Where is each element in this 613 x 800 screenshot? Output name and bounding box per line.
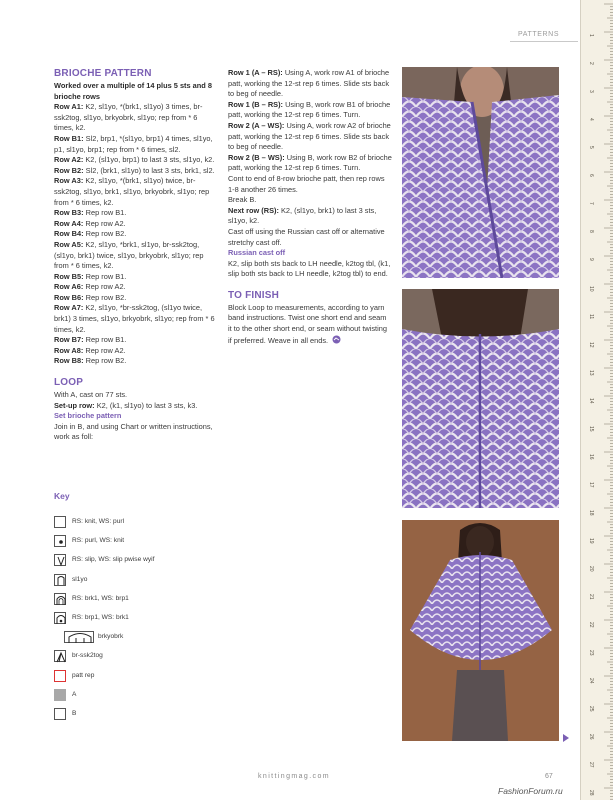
brioche-row xyxy=(54,356,219,367)
set-brioche-text: Join in B, and using Chart or written instructions, work as foll: xyxy=(54,421,213,442)
photo-shawl-front xyxy=(402,67,559,278)
loop-row-label: Row 2 (B – WS): xyxy=(228,152,285,162)
ruler-label: 25 xyxy=(588,706,594,712)
white-square-icon xyxy=(54,708,66,720)
cast-off-text: Cast off using the Russian cast off or alternative stretchy cast off. xyxy=(228,226,385,247)
key-title: Key xyxy=(54,491,70,501)
ruler-label: 8 xyxy=(588,230,594,233)
grey-square-icon xyxy=(54,689,66,701)
triple-arch-wide-icon xyxy=(64,631,94,643)
photo-shawl-front-image xyxy=(402,67,559,278)
loop-row xyxy=(228,153,392,174)
setup-row-text: K2, (k1, sl1yo) to last 3 sts, k3. xyxy=(96,400,198,410)
ruler-label: 1 xyxy=(588,34,594,37)
key-item-label: A xyxy=(72,690,77,698)
chart-key xyxy=(54,516,224,727)
brioche-row-label: Row A8: xyxy=(54,345,84,355)
brioche-row-label: Row B3: xyxy=(54,208,84,218)
brioche-row-label: Row A2: xyxy=(54,155,84,165)
key-item xyxy=(54,650,224,669)
to-finish-text xyxy=(228,303,392,346)
next-row-label: Next row (RS): xyxy=(228,205,279,215)
ruler-label: 12 xyxy=(588,342,594,348)
brioche-rows xyxy=(54,102,219,367)
brioche-row-text: Rep row B1. xyxy=(85,335,127,345)
next-row xyxy=(228,206,392,227)
red-square-icon xyxy=(54,670,66,682)
brioche-row-text: Rep row B2. xyxy=(85,229,127,239)
ruler-label: 26 xyxy=(588,734,594,740)
loop-rows xyxy=(228,68,392,174)
key-item xyxy=(54,670,224,689)
ruler-label: 9 xyxy=(588,258,594,261)
brioche-row xyxy=(54,346,219,357)
ruler-label: 13 xyxy=(588,370,594,376)
pattern-column-left xyxy=(54,68,219,443)
set-brioche-title: Set brioche pattern xyxy=(54,411,122,421)
brioche-row xyxy=(54,272,219,283)
brioche-row-text: Sl2, brp1, *(sl1yo, brp1) 4 times, sl1yo, p1, sl1yo, brp1; rep from * 6 times, sl2. xyxy=(54,133,213,154)
ruler-label: 2 xyxy=(588,62,594,65)
loop-row xyxy=(228,121,392,153)
brioche-row-label: Row B1: xyxy=(54,133,84,143)
to-finish-body: Block Loop to measurements, according to yarn band instructions. Twist one short end and seam it to the other short end, or seam without twisting if preferred. Weave in all ends. xyxy=(228,302,387,345)
key-item xyxy=(54,574,224,593)
brioche-row-text: Sl2, (brk1, sl1yo) to last 3 sts, brk1, sl2. xyxy=(85,165,215,175)
ruler-label: 17 xyxy=(588,482,594,488)
footer-url: knittingmag.com xyxy=(258,773,330,780)
loop-cast-on: With A, cast on 77 sts. xyxy=(54,390,128,400)
brioche-row-label: Row A6: xyxy=(54,282,84,292)
key-item-label: br-ssk2tog xyxy=(72,652,103,660)
brioche-row xyxy=(54,293,219,304)
brioche-row-text: Rep row B2. xyxy=(85,292,127,302)
ruler-label: 18 xyxy=(588,510,594,516)
watermark: FashionForum.ru xyxy=(498,786,563,796)
loop-row-label: Row 1 (B – RS): xyxy=(228,99,284,109)
break-text: Break B. xyxy=(228,195,257,205)
loop-row-text: Using A, work row A1 of brioche patt, working the 12-st rep 6 times. Slide sts back to beg of needle. xyxy=(228,68,390,99)
loop-row-label: Row 2 (A – WS): xyxy=(228,120,285,130)
brioche-row-label: Row A5: xyxy=(54,239,84,249)
arch-dot-square-icon xyxy=(54,612,66,624)
key-item-label: brkyobrk xyxy=(98,633,124,641)
ruler-label: 14 xyxy=(588,398,594,404)
ruler-label: 20 xyxy=(588,566,594,572)
v-square-icon xyxy=(54,554,66,566)
brioche-row-label: Row A3: xyxy=(54,176,84,186)
ruler-label: 15 xyxy=(588,426,594,432)
ruler-label: 6 xyxy=(588,174,594,177)
ruler-label: 23 xyxy=(588,650,594,656)
brioche-row-text: K2, sl1yo, *brk1, sl1yo, br-ssk2tog, (sl1yo, brk1) twice, sl1yo, brkyobrk, sl1yo; rep from * 6 times, k2. xyxy=(54,239,204,271)
loop-row xyxy=(228,100,392,121)
to-finish-title: TO FINISH xyxy=(228,289,280,301)
ruler-label: 19 xyxy=(588,538,594,544)
brioche-row xyxy=(54,102,219,134)
brioche-row-label: Row B4: xyxy=(54,229,84,239)
brioche-row-text: Rep row A2. xyxy=(85,218,126,228)
key-item xyxy=(54,612,224,631)
photo-shawl-back xyxy=(402,289,559,508)
key-item xyxy=(54,554,224,573)
brioche-row xyxy=(54,240,219,272)
brioche-row-label: Row B6: xyxy=(54,292,84,302)
ruler-label: 10 xyxy=(588,286,594,292)
brioche-row-text: Rep row B1. xyxy=(85,208,127,218)
pattern-column-right xyxy=(228,68,392,346)
key-item-label: RS: knit, WS: purl xyxy=(72,518,125,525)
photo-shawl-back-image xyxy=(402,289,559,508)
key-item-label: RS: brk1, WS: brp1 xyxy=(72,594,129,602)
measurement-ruler xyxy=(580,0,613,800)
key-item-label: B xyxy=(72,709,77,717)
brioche-row-text: K2, sl1yo, *(brk1, sl1yo) 3 times, br-ssk2tog, sl1yo, brkyobrk, sl1yo; rep from * 6 times, k2. xyxy=(54,102,203,133)
brioche-row-text: K2, sl1yo, *(brk1, sl1yo) twice, br-ssk2tog, sl1yo, brk1, sl1yo, brkyobrk, sl1yo; rep from * 6 times, k2. xyxy=(54,176,210,207)
loop-row-text: Using A, work row A2 of brioche patt, working the 12-st rep 6 times. Slide sts back to beg of needle. xyxy=(228,120,391,152)
n-square-icon xyxy=(54,574,66,586)
end-mark-icon xyxy=(332,335,341,344)
page-number: 67 xyxy=(545,773,553,780)
ruler-label: 3 xyxy=(588,90,594,93)
loop-row-text: Using B, work row B2 of brioche patt, working the 12-st rep 6 times. Turn. xyxy=(228,152,392,173)
key-item-label: RS: brp1, WS: brk1 xyxy=(72,613,129,621)
key-item xyxy=(54,593,224,612)
brioche-row xyxy=(54,219,219,230)
brioche-subtitle: Worked over a multiple of 14 plus 5 sts and 8 brioche rows xyxy=(54,81,212,101)
ruler-label: 27 xyxy=(588,762,594,768)
brioche-row-text: K2, (sl1yo, brp1) to last 3 sts, sl1yo, k2. xyxy=(85,155,215,165)
brioche-row xyxy=(54,208,219,219)
key-item-label: sl1yo xyxy=(72,575,88,583)
brioche-row xyxy=(54,176,219,208)
key-item-label: RS: purl, WS: knit xyxy=(72,537,125,545)
setup-row-label: Set-up row: xyxy=(54,400,95,410)
brioche-row-text: Rep row A2. xyxy=(85,282,126,292)
photo-shawl-full xyxy=(402,520,559,741)
brioche-row-label: Row B5: xyxy=(54,271,84,281)
brioche-row xyxy=(54,229,219,240)
brioche-row-label: Row B2: xyxy=(54,165,84,175)
brioche-row xyxy=(54,166,219,177)
key-item xyxy=(54,708,224,727)
ruler-label: 4 xyxy=(588,118,594,121)
ruler-label: 16 xyxy=(588,454,594,460)
key-item xyxy=(54,535,224,554)
brioche-row-label: Row B7: xyxy=(54,335,84,345)
key-item xyxy=(54,689,224,708)
brioche-row xyxy=(54,282,219,293)
loop-row xyxy=(228,68,392,100)
brioche-row-label: Row A1: xyxy=(54,102,84,112)
brioche-row xyxy=(54,155,219,166)
key-item xyxy=(54,516,224,535)
brioche-row-label: Row B8: xyxy=(54,356,84,366)
brioche-row-label: Row A7: xyxy=(54,303,84,313)
russian-cast-off-text: K2, slip both sts back to LH needle, k2tog tbl, (k1, slip both sts back to LH needle, k2tog tbl) to end. xyxy=(228,258,391,279)
photo-shawl-full-image xyxy=(402,520,559,741)
arch-square-icon xyxy=(54,593,66,605)
ruler-label: 5 xyxy=(588,146,594,149)
brioche-row-text: K2, sl1yo, *br-ssk2tog, (sl1yo twice, brk1) 3 times, sl1yo, brkyobrk, sl1yo; rep from * 6 times, k2. xyxy=(54,303,215,334)
lambda-square-icon xyxy=(54,650,66,662)
ruler-label: 24 xyxy=(588,678,594,684)
ruler-label: 11 xyxy=(588,314,594,320)
brioche-row-label: Row A4: xyxy=(54,218,84,228)
brioche-row-text: Rep row A2. xyxy=(85,345,126,355)
brioche-row xyxy=(54,303,219,335)
section-label: PATTERNS xyxy=(510,28,578,42)
setup-row xyxy=(54,401,219,412)
ruler-label: 7 xyxy=(588,202,594,205)
key-item-label: patt rep xyxy=(72,671,95,679)
brioche-row-text: Rep row B1. xyxy=(85,271,127,281)
ruler-label: 28 xyxy=(588,790,594,796)
loop-title: LOOP xyxy=(54,377,84,389)
empty-square-icon xyxy=(54,516,66,528)
brioche-pattern-title: BRIOCHE PATTERN xyxy=(54,68,152,79)
ruler-ticks xyxy=(581,0,613,800)
russian-cast-off-title: Russian cast off xyxy=(228,248,286,258)
cont-text: Cont to end of 8-row brioche patt, then rep rows 1-8 another 26 times. xyxy=(228,173,385,194)
ruler-label: 22 xyxy=(588,622,594,628)
loop-row-text: Using B, work row B1 of brioche patt, working the 12-st rep 6 times. Turn. xyxy=(228,99,391,120)
ruler-label: 21 xyxy=(588,594,594,600)
next-row-text: K2, (sl1yo, brk1) to last 3 sts, sl1yo, k2. xyxy=(228,205,377,226)
brioche-row-text: Rep row B2. xyxy=(85,356,127,366)
loop-row-label: Row 1 (A – RS): xyxy=(228,68,283,77)
brioche-row xyxy=(54,335,219,346)
next-page-arrow-icon xyxy=(563,734,569,742)
key-item xyxy=(54,631,224,650)
brioche-row xyxy=(54,134,219,155)
key-item-label: RS: slip, WS: slip pwise wyif xyxy=(72,556,155,564)
dot-square-icon xyxy=(54,535,66,547)
